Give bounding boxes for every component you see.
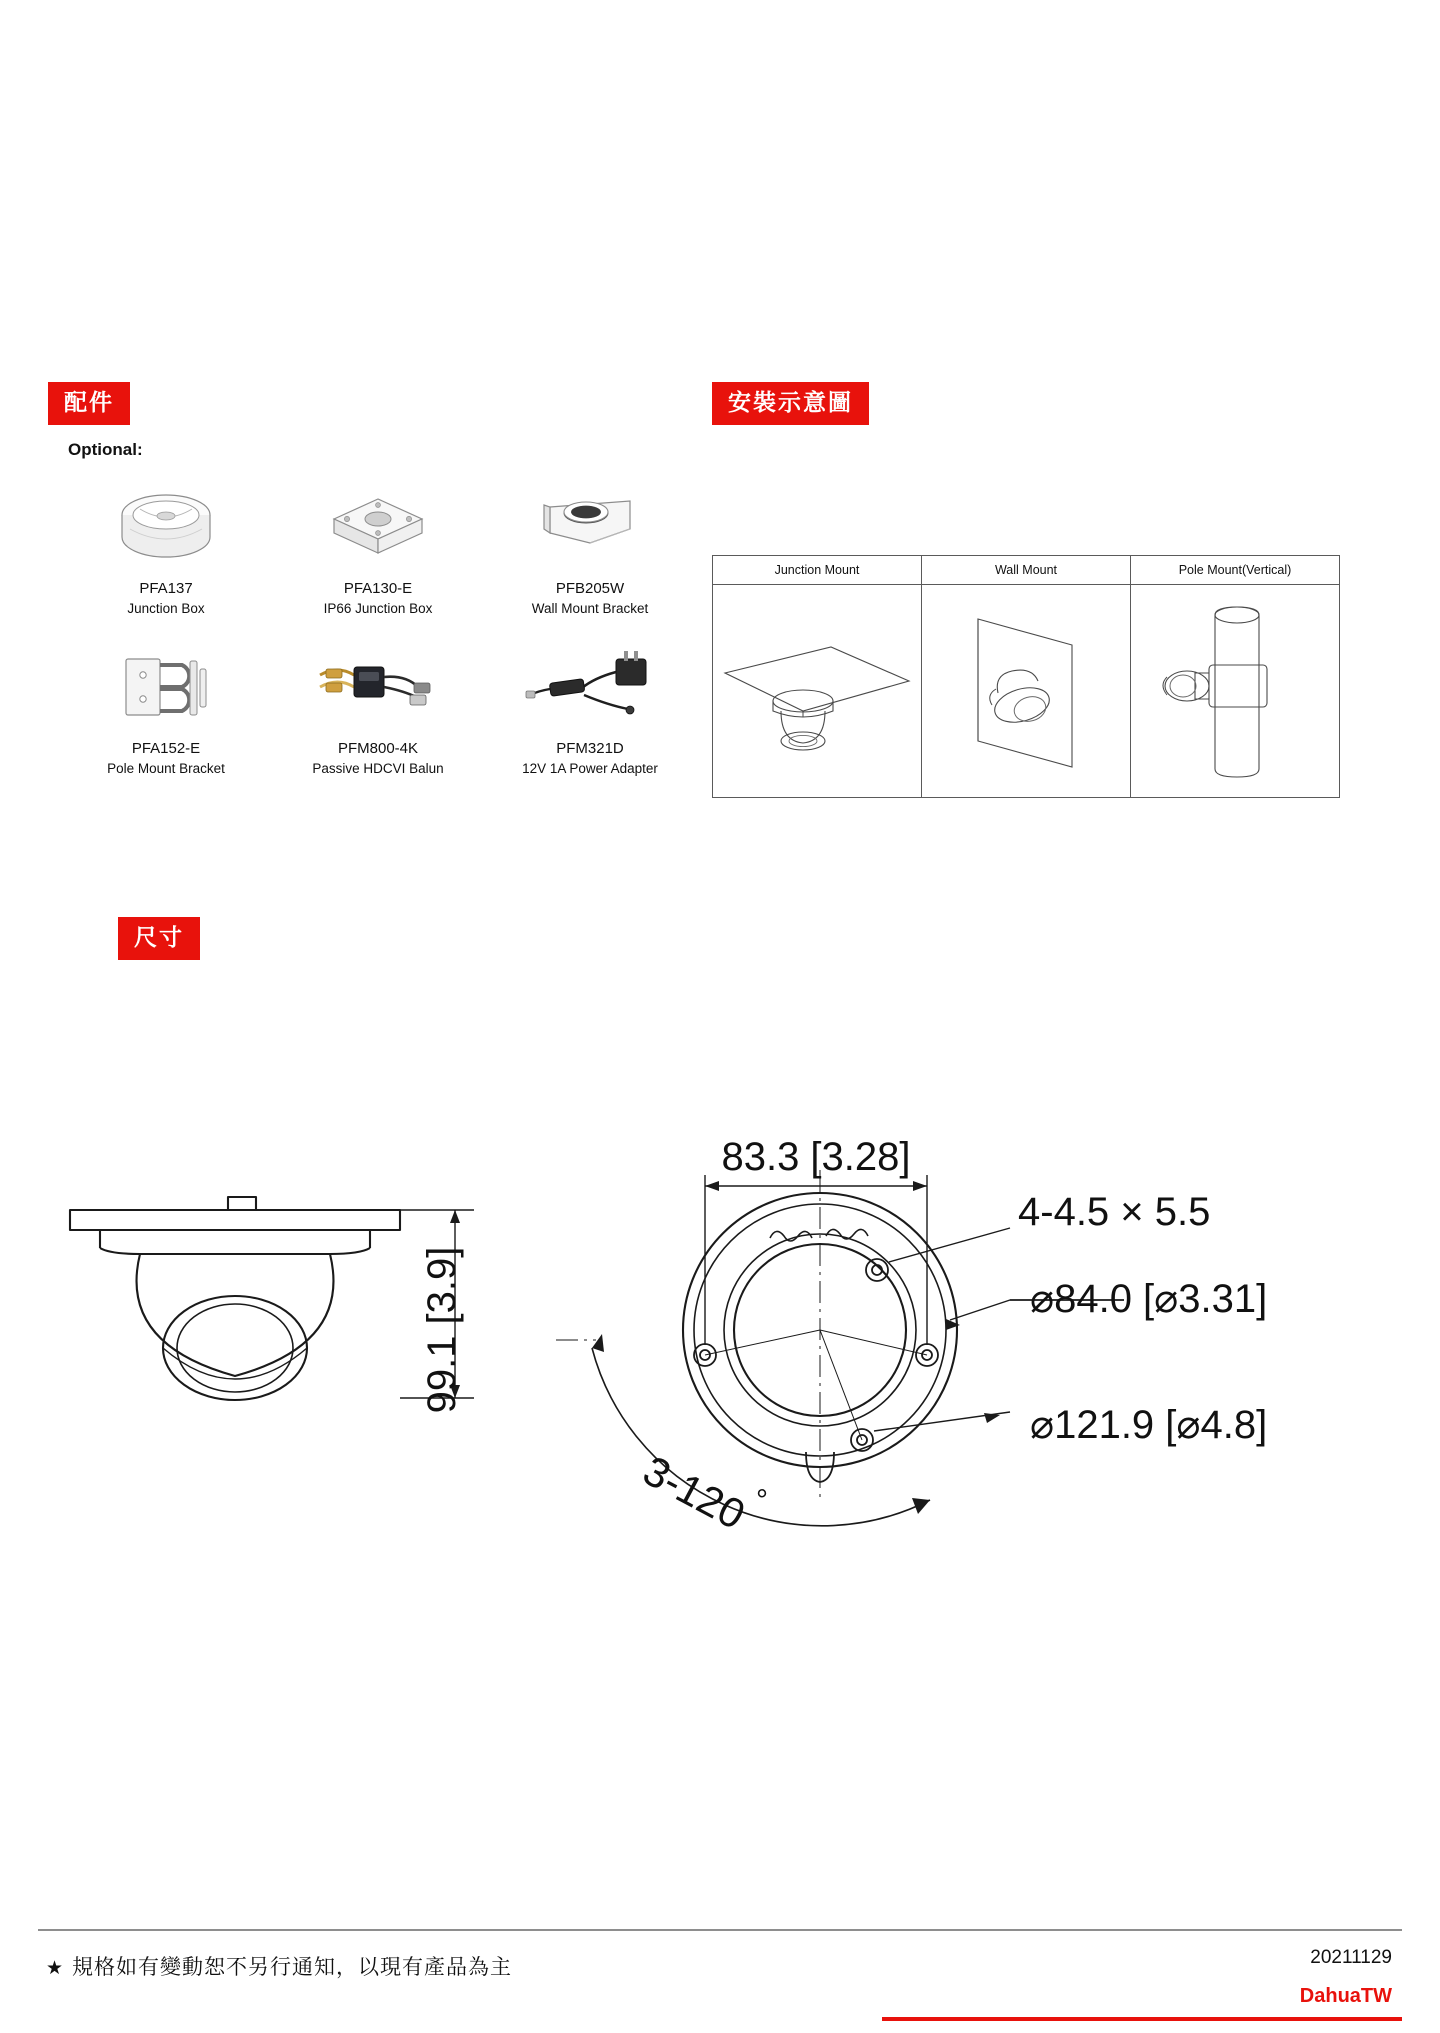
outer-diameter-label: ⌀121.9 [⌀4.8] — [1030, 1403, 1268, 1447]
star-icon: ★ — [46, 1958, 65, 1979]
angle-degree-symbol: ° — [756, 1484, 768, 1517]
dimension-leader-lines — [874, 1228, 1124, 1431]
accessory-item — [484, 642, 696, 776]
accessory-desc: IP66 Junction Box — [323, 601, 433, 616]
accessory-name: PFA152-E — [131, 740, 201, 757]
accessories-section-title: 配件 — [48, 382, 130, 425]
accessory-desc: 12V 1A Power Adapter — [522, 761, 658, 776]
dimensions-section-title: 尺寸 — [118, 917, 200, 960]
angle-label: 3-120 — [635, 1446, 753, 1539]
bottom-view-drawing — [556, 1170, 957, 1500]
accessory-item — [60, 482, 272, 616]
dimension-drawing — [0, 1000, 1440, 1700]
accessory-desc: Junction Box — [127, 601, 205, 616]
footer-note-text: 規格如有變動恕不另行通知，以現有產品為主 — [72, 1956, 513, 1979]
accessory-item — [60, 642, 272, 776]
accessory-item — [484, 482, 696, 616]
accessory-desc: Passive HDCVI Balun — [312, 761, 444, 776]
install-diagram-header-row — [713, 556, 1340, 585]
hdcvi-balun-icon — [272, 642, 484, 734]
accessories-grid — [60, 482, 680, 776]
pole-mount-vertical-art — [1131, 585, 1340, 798]
install-column-header: Wall Mount — [922, 556, 1131, 585]
dimensions-section — [0, 1000, 1440, 1700]
install-diagram-table — [712, 555, 1340, 798]
accessory-item — [272, 482, 484, 616]
accessory-name: PFA137 — [139, 580, 193, 597]
bottom-view-width-label: 83.3 [3.28] — [721, 1135, 911, 1179]
install-column-header: Pole Mount(Vertical) — [1131, 556, 1340, 585]
page-footer — [0, 1913, 1440, 2033]
install-diagram-section — [712, 555, 1340, 798]
accessory-desc: Pole Mount Bracket — [107, 761, 225, 776]
accessory-name: PFM800-4K — [337, 740, 419, 757]
accessory-name: PFB205W — [555, 580, 625, 597]
ip66-junction-box-icon — [272, 482, 484, 574]
install-column-header: Junction Mount — [713, 556, 922, 585]
accessory-desc: Wall Mount Bracket — [531, 601, 649, 616]
optional-label: Optional: — [68, 440, 143, 459]
footer-brand: DahuaTW — [1299, 1985, 1392, 2007]
footer-note — [46, 1951, 512, 1981]
wall-mount-bracket-icon — [484, 482, 696, 574]
side-view-height-label: 99.1 [3.9] — [420, 1246, 464, 1414]
footer-divider — [38, 1929, 1402, 1931]
power-adapter-icon — [484, 642, 696, 734]
install-diagram-art-row — [713, 585, 1340, 798]
screw-spec-label: 4-4.5 × 5.5 — [1018, 1190, 1211, 1234]
junction-box-icon — [60, 482, 272, 574]
footer-accent-line — [882, 2017, 1402, 2021]
side-view-drawing — [70, 1197, 400, 1400]
inner-diameter-label: ⌀84.0 [⌀3.31] — [1030, 1277, 1268, 1321]
accessory-item — [272, 642, 484, 776]
pole-mount-bracket-icon — [60, 642, 272, 734]
install-diagram-section-title: 安裝示意圖 — [712, 382, 869, 425]
ceiling-junction-mount-art — [713, 585, 922, 798]
accessories-section — [60, 440, 680, 776]
footer-date: 20211129 — [1310, 1947, 1392, 1968]
accessory-name: PFM321D — [556, 740, 624, 757]
wall-mount-art — [922, 585, 1131, 798]
accessory-name: PFA130-E — [343, 580, 413, 597]
